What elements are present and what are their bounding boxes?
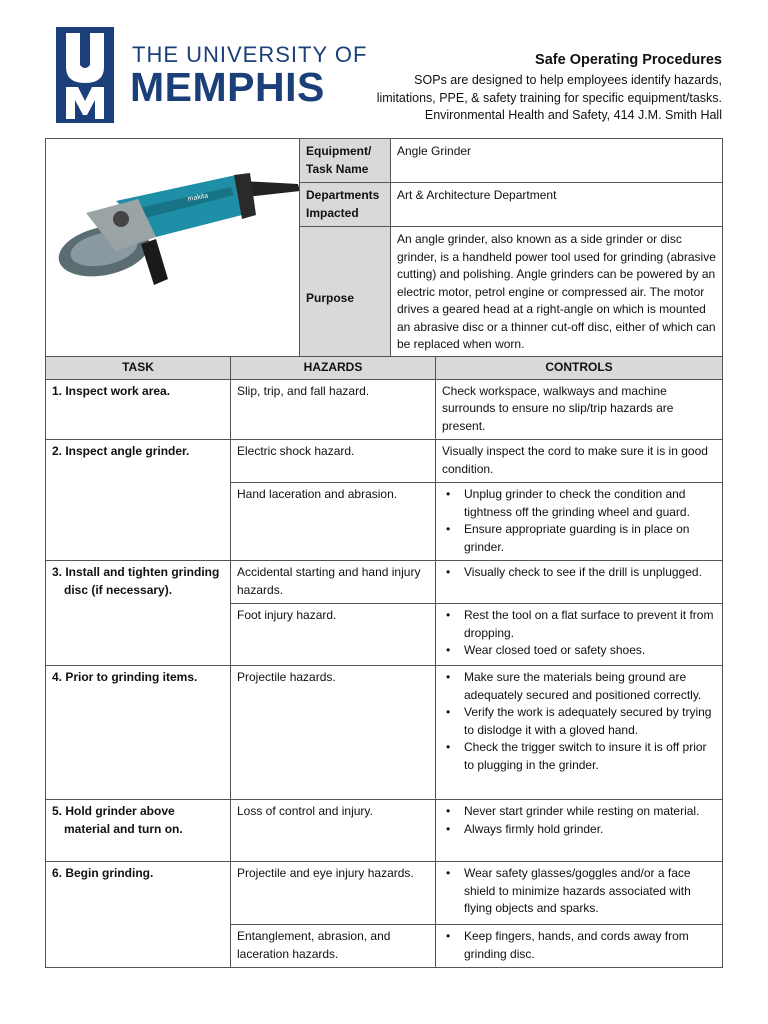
task-text: 1. Inspect work area. bbox=[52, 383, 171, 398]
header-line-3: Environmental Health and Safety, 414 J.M. Smith Hall bbox=[424, 108, 722, 122]
task-cell bbox=[46, 666, 231, 800]
equipment-value: Angle Grinder bbox=[391, 139, 723, 183]
control-cell bbox=[436, 925, 723, 968]
header-line-2: limitations, PPE, & safety training for specific equipment/tasks. bbox=[376, 90, 722, 105]
table-row bbox=[46, 862, 723, 925]
control-bullet: • Unplug grinder to check the condition and tightness off the grinding wheel and guard. bbox=[442, 486, 716, 521]
hazard-cell: Hand laceration and abrasion. bbox=[231, 483, 436, 561]
control-bullet: • Check the trigger switch to insure it is off prior to plugging in the grinder. bbox=[442, 739, 716, 774]
control-cell: Check workspace, walkways and machine surrounds to ensure no slip/trip hazards are present. bbox=[436, 379, 723, 440]
hazard-cell: Entanglement, abrasion, and laceration hazards. bbox=[231, 925, 436, 968]
table-row bbox=[46, 561, 723, 604]
svg-text:of: of bbox=[82, 83, 88, 91]
control-bullet: • Make sure the materials being ground are adequately secured and positioned correctly. bbox=[442, 669, 716, 704]
document-title: Safe Operating Procedures bbox=[535, 52, 722, 68]
equipment-image-cell bbox=[46, 139, 300, 372]
departments-value: Art & Architecture Department bbox=[391, 183, 723, 227]
control-bullet: • Wear safety glasses/goggles and/or a face shield to minimize hazards associated with flying objects and sparks. bbox=[442, 865, 716, 918]
angle-grinder-image bbox=[46, 139, 299, 289]
um-mark-icon bbox=[56, 27, 114, 123]
task-cell bbox=[46, 440, 231, 561]
task-text: 6. Begin grinding. bbox=[52, 866, 154, 880]
hazard-cell: Slip, trip, and fall hazard. bbox=[231, 379, 436, 440]
sop-table bbox=[45, 356, 723, 968]
control-bullet: • Never start grinder while resting on material. bbox=[442, 803, 716, 821]
task-text: 5. Hold grinder above material and turn on. bbox=[52, 804, 183, 836]
hazard-cell: Electric shock hazard. bbox=[231, 440, 436, 483]
svg-text:makita: makita bbox=[187, 192, 209, 203]
logo-line-memphis: MEMPHIS bbox=[130, 64, 325, 110]
task-cell bbox=[46, 561, 231, 666]
table-row bbox=[46, 379, 723, 440]
table-row bbox=[46, 440, 723, 483]
equipment-info-table bbox=[45, 138, 723, 372]
task-text: 4. Prior to grinding items. bbox=[52, 670, 198, 684]
hazard-cell: Projectile and eye injury hazards. bbox=[231, 862, 436, 925]
control-cell bbox=[436, 483, 723, 561]
control-bullet: • Keep fingers, hands, and cords away from grinding disc. bbox=[442, 928, 716, 963]
control-cell bbox=[436, 666, 723, 800]
task-text: 2. Inspect angle grinder. bbox=[52, 444, 190, 458]
header-line-1: SOPs are designed to help employees identify hazards, bbox=[414, 73, 722, 87]
purpose-label: Purpose bbox=[300, 227, 391, 372]
control-cell bbox=[436, 862, 723, 925]
header-controls: CONTROLS bbox=[436, 357, 723, 380]
control-bullet: • Visually check to see if the drill is unplugged. bbox=[442, 564, 716, 582]
control-bullet: • Ensure appropriate guarding is in place on grinder. bbox=[442, 521, 716, 556]
table-row bbox=[46, 666, 723, 800]
control-cell bbox=[436, 604, 723, 666]
control-bullet: • Rest the tool on a flat surface to prevent it from dropping. bbox=[442, 607, 716, 642]
document-header bbox=[302, 50, 722, 125]
departments-label: Departments Impacted bbox=[300, 183, 391, 227]
task-text: 3. Install and tighten grinding disc (if necessary). bbox=[52, 565, 220, 597]
hazard-cell: Loss of control and injury. bbox=[231, 800, 436, 862]
logo-line-university-of: THE UNIVERSITY OF bbox=[132, 42, 368, 67]
sop-table-header bbox=[46, 357, 723, 380]
control-cell bbox=[436, 561, 723, 604]
control-bullet: • Verify the work is adequately secured by trying to dislodge it with a gloved hand. bbox=[442, 704, 716, 739]
task-cell bbox=[46, 862, 231, 968]
task-cell bbox=[46, 800, 231, 862]
equipment-label: Equipment/ Task Name bbox=[300, 139, 391, 183]
table-row bbox=[46, 800, 723, 862]
hazard-cell: Accidental starting and hand injury hazards. bbox=[231, 561, 436, 604]
hazard-cell: Foot injury hazard. bbox=[231, 604, 436, 666]
header-hazards: HAZARDS bbox=[231, 357, 436, 380]
control-cell: Visually inspect the cord to make sure it is in good condition. bbox=[436, 440, 723, 483]
control-cell bbox=[436, 800, 723, 862]
task-cell bbox=[46, 379, 231, 440]
hazard-cell: Projectile hazards. bbox=[231, 666, 436, 800]
control-bullet: • Wear closed toed or safety shoes. bbox=[442, 642, 716, 660]
header-task: TASK bbox=[46, 357, 231, 380]
control-bullet: • Always firmly hold grinder. bbox=[442, 821, 716, 839]
purpose-value: An angle grinder, also known as a side grinder or disc grinder, is a handheld power tool used for grinding (abrasive cutting) and polishing. Angle grinders can be powered by an electric motor, petrol engine or compressed air. The motor drives a geared head at a right-angle on which is mounted an abrasive disc or a thinner cut-off disc, either of which can be replaced when worn. bbox=[391, 227, 723, 372]
